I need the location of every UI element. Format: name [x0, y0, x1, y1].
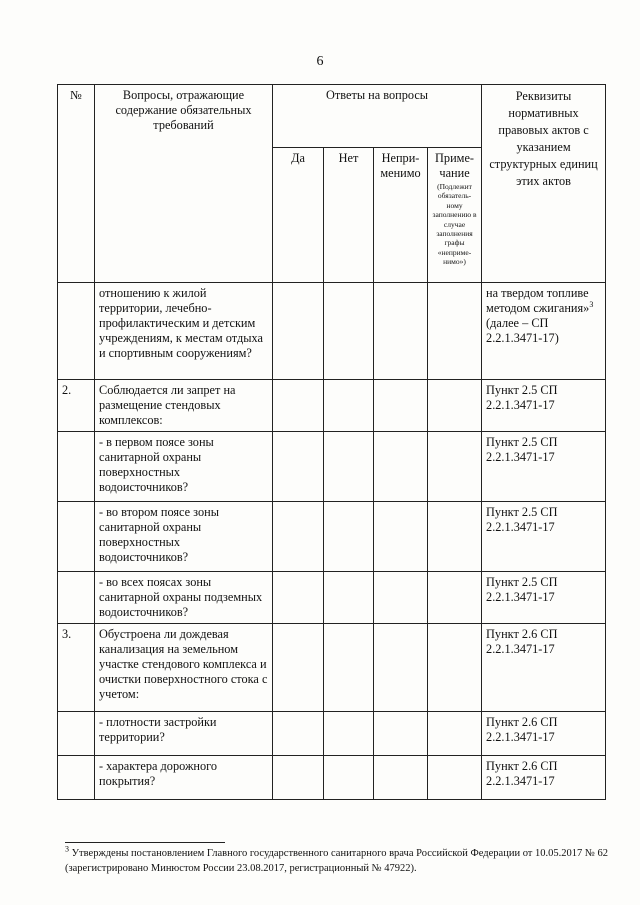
answer-note-cell: [428, 283, 482, 380]
footnote-text: Утверждены постановлением Главного государственного санитарного врача Российской Федерации от 10.05.2017 № 62 (зарегистрировано Минюстом России 23.08.2017, регистрационный № 47922).: [65, 848, 609, 874]
question-cell: - во всех поясах зоны санитарной охраны подземных водоисточников?: [95, 572, 273, 624]
question-cell: Соблюдается ли запрет на размещение стендовых комплексов:: [95, 380, 273, 432]
answer-note-cell: [428, 432, 482, 502]
footnote-marker: 3: [65, 844, 69, 854]
requisite-cell: [482, 502, 606, 572]
table-row: [58, 380, 606, 432]
requisite-text-tail: (далее – СП 2.2.1.3471-17): [486, 316, 559, 345]
footnote-separator: [65, 842, 225, 843]
table-row: [58, 756, 606, 800]
requisite-text: Пункт 2.5 СП 2.2.1.3471-17: [486, 505, 558, 534]
answer-yes-cell: [273, 380, 324, 432]
requisite-cell: [482, 283, 606, 380]
answer-not-applicable-cell: [374, 624, 428, 712]
answer-not-applicable-cell: [374, 432, 428, 502]
answer-yes-cell: [273, 502, 324, 572]
row-number: 3.: [58, 624, 95, 712]
requisite-cell: [482, 712, 606, 756]
header-answers: Ответы на вопросы: [273, 85, 482, 148]
row-number: [58, 712, 95, 756]
header-yes: Да: [273, 148, 324, 283]
footnote-reference: 3: [589, 299, 594, 309]
answer-not-applicable-cell: [374, 572, 428, 624]
requisite-text: Пункт 2.6 СП 2.2.1.3471-17: [486, 627, 558, 656]
table-row: [58, 572, 606, 624]
answer-yes-cell: [273, 712, 324, 756]
question-cell: - характера дорожного покрытия?: [95, 756, 273, 800]
answer-yes-cell: [273, 572, 324, 624]
answer-no-cell: [324, 432, 374, 502]
answer-not-applicable-cell: [374, 502, 428, 572]
header-questions: Вопросы, отражающие содержание обязательных требований: [95, 85, 273, 283]
header-num: №: [58, 85, 95, 283]
requirements-table: [57, 84, 606, 800]
requisite-text: Пункт 2.5 СП 2.2.1.3471-17: [486, 575, 558, 604]
requisite-cell: [482, 432, 606, 502]
row-number: 2.: [58, 380, 95, 432]
answer-no-cell: [324, 624, 374, 712]
row-number: [58, 572, 95, 624]
question-cell: - во втором поясе зоны санитарной охраны поверхностных водоисточников?: [95, 502, 273, 572]
question-cell: Обустроена ли дождевая канализация на земельном участке стендового комплекса и очистки поверхностного стока с учетом:: [95, 624, 273, 712]
table-row: [58, 502, 606, 572]
answer-note-cell: [428, 756, 482, 800]
answer-not-applicable-cell: [374, 283, 428, 380]
row-number: [58, 432, 95, 502]
footnote: [65, 846, 610, 876]
requisite-cell: [482, 572, 606, 624]
answer-no-cell: [324, 712, 374, 756]
answer-yes-cell: [273, 283, 324, 380]
row-number: [58, 502, 95, 572]
answer-note-cell: [428, 572, 482, 624]
table-row: [58, 283, 606, 380]
requisite-text: Пункт 2.5 СП 2.2.1.3471-17: [486, 383, 558, 412]
answer-no-cell: [324, 502, 374, 572]
answer-note-cell: [428, 624, 482, 712]
header-row-top: [58, 85, 606, 148]
requisite-text: Пункт 2.5 СП 2.2.1.3471-17: [486, 435, 558, 464]
answer-no-cell: [324, 756, 374, 800]
answer-no-cell: [324, 283, 374, 380]
answer-not-applicable-cell: [374, 756, 428, 800]
requisite-text: Пункт 2.6 СП 2.2.1.3471-17: [486, 759, 558, 788]
row-number: [58, 283, 95, 380]
answer-note-cell: [428, 712, 482, 756]
question-cell: - в первом поясе зоны санитарной охраны поверхностных водоисточников?: [95, 432, 273, 502]
header-note-title: Приме-чание: [435, 151, 474, 180]
answer-yes-cell: [273, 756, 324, 800]
question-cell: - плотности застройки территории?: [95, 712, 273, 756]
page-number: 6: [316, 54, 324, 69]
header-no: Нет: [324, 148, 374, 283]
answer-not-applicable-cell: [374, 380, 428, 432]
answer-no-cell: [324, 380, 374, 432]
header-note: [428, 148, 482, 283]
requisite-cell: [482, 624, 606, 712]
header-not-applicable: Непри-менимо: [374, 148, 428, 283]
table-row: [58, 712, 606, 756]
row-number: [58, 756, 95, 800]
table-row: [58, 432, 606, 502]
answer-no-cell: [324, 572, 374, 624]
table-row: [58, 624, 606, 712]
answer-yes-cell: [273, 624, 324, 712]
header-requisites: Реквизиты нормативных правовых актов с указанием структурных единиц этих актов: [482, 85, 606, 283]
requisite-text: Пункт 2.6 СП 2.2.1.3471-17: [486, 715, 558, 744]
requisite-cell: [482, 756, 606, 800]
answer-note-cell: [428, 380, 482, 432]
question-cell: отношению к жилой территории, лечебно-профилактическим и детским учреждениям, к местам отдыха и спортивным сооружениям?: [95, 283, 273, 380]
header-note-explanation: (Подлежит обязатель-ному заполнению в случае заполнения графы «неприме-нимо»): [432, 182, 477, 267]
answer-note-cell: [428, 502, 482, 572]
requisite-cell: [482, 380, 606, 432]
requisite-text: на твердом топливе методом сжигания»: [486, 286, 590, 315]
answer-not-applicable-cell: [374, 712, 428, 756]
answer-yes-cell: [273, 432, 324, 502]
